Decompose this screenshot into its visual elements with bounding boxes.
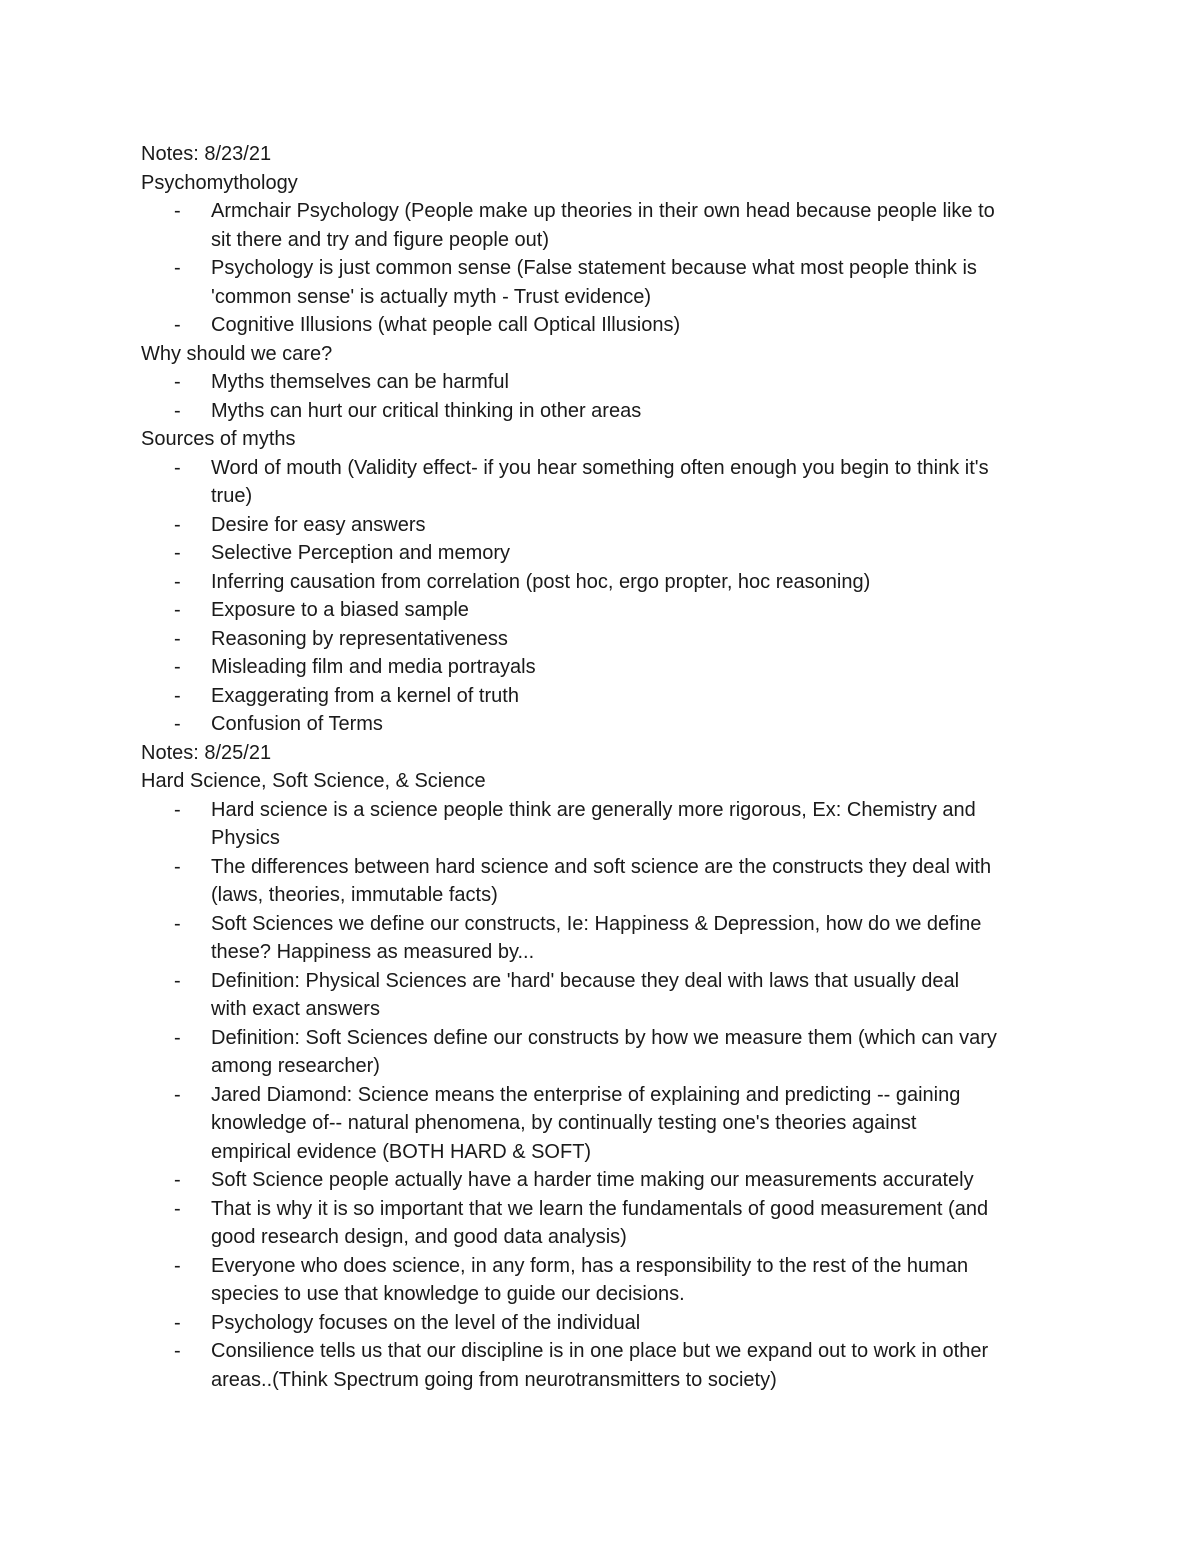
- bullet-item: [141, 1024, 1071, 1081]
- dash-marker-icon: -: [174, 1340, 181, 1362]
- section-heading: Notes: 8/25/21: [141, 741, 272, 764]
- bullet-text-line: Everyone who does science, in any form, has a responsibility to the rest of the human: [211, 1254, 969, 1277]
- dash-marker-icon: -: [174, 399, 181, 422]
- bullet-text-line: Exposure to a biased sample: [211, 599, 469, 621]
- bullet-text-line: Physics: [211, 827, 280, 849]
- dash-marker-icon: -: [174, 314, 181, 336]
- dash-marker-icon: -: [174, 1197, 181, 1220]
- bullet-list: [141, 368, 1071, 425]
- dash-marker-icon: -: [174, 656, 181, 678]
- bullet-text-line: Definition: Physical Sciences are 'hard' because they deal with laws that usually deal: [211, 969, 960, 992]
- bullet-item: [141, 454, 1071, 511]
- bullet-text-line: Word of mouth (Validity effect- if you hear something often enough you begin to think it's: [211, 456, 989, 479]
- bullet-text-line: Psychology focuses on the level of the individual: [211, 1311, 641, 1334]
- bullet-text-line: Selective Perception and memory: [211, 542, 511, 564]
- bullet-item: [141, 910, 1071, 967]
- dash-marker-icon: -: [174, 1026, 181, 1049]
- dash-marker-icon: -: [174, 1169, 181, 1191]
- bullet-text-line: Armchair Psychology (People make up theories in their own head because people like to: [211, 200, 995, 222]
- bullet-text-line: (laws, theories, immutable facts): [211, 884, 498, 906]
- dash-marker-icon: -: [174, 713, 181, 735]
- bullet-item: [141, 682, 1071, 711]
- bullet-item: [141, 311, 1071, 340]
- section-heading: Sources of myths: [141, 428, 296, 450]
- section-heading: Psychomythology: [141, 171, 298, 194]
- section-heading: Why should we care?: [141, 342, 333, 365]
- bullet-text-line: 'common sense' is actually myth - Trust evidence): [211, 285, 652, 308]
- bullet-text-line: Misleading film and media portrayals: [211, 656, 536, 678]
- bullet-text-line: with exact answers: [211, 998, 380, 1020]
- bullet-text-line: Jared Diamond: Science means the enterprise of explaining and predicting -- gaining: [211, 1083, 961, 1106]
- dash-marker-icon: -: [174, 200, 181, 222]
- bullet-text-line: Consilience tells us that our discipline is in one place but we expand out to work in other: [211, 1340, 989, 1362]
- bullet-item: [141, 1337, 1071, 1394]
- dash-marker-icon: -: [174, 912, 181, 935]
- dash-marker-icon: -: [174, 969, 181, 992]
- dash-marker-icon: -: [174, 257, 181, 279]
- bullet-item: [141, 653, 1071, 682]
- bullet-item: [141, 1252, 1071, 1309]
- bullet-text-line: Reasoning by representativeness: [211, 627, 508, 650]
- bullet-list: [141, 454, 1071, 739]
- bullet-list: [141, 796, 1071, 1395]
- bullet-list: [141, 197, 1071, 340]
- dash-marker-icon: -: [174, 684, 181, 707]
- bullet-text-line: Myths themselves can be harmful: [211, 371, 509, 393]
- dash-marker-icon: -: [174, 570, 181, 593]
- document-page: [141, 140, 1071, 1394]
- bullet-text-line: Soft Science people actually have a harder time making our measurements accurately: [211, 1169, 974, 1191]
- dash-marker-icon: -: [174, 1311, 181, 1334]
- bullet-text-line: these? Happiness as measured by...: [211, 941, 535, 963]
- bullet-text-line: among researcher): [211, 1055, 380, 1077]
- dash-marker-icon: -: [174, 1254, 181, 1277]
- dash-marker-icon: -: [174, 371, 181, 393]
- bullet-item: [141, 1166, 1071, 1195]
- bullet-text-line: Soft Sciences we define our constructs, Ie: Happiness & Depression, how do we define: [211, 912, 982, 935]
- bullet-text-line: Definition: Soft Sciences define our constructs by how we measure them (which can vary: [211, 1026, 997, 1049]
- section-heading: Notes: 8/23/21: [141, 143, 272, 165]
- bullet-text-line: empirical evidence (BOTH HARD & SOFT): [211, 1140, 592, 1163]
- bullet-item: [141, 1195, 1071, 1252]
- bullet-item: [141, 796, 1071, 853]
- bullet-text-line: species to use that knowledge to guide our decisions.: [211, 1283, 685, 1305]
- bullet-text-line: Hard science is a science people think are generally more rigorous, Ex: Chemistry and: [211, 798, 976, 821]
- bullet-item: [141, 197, 1071, 254]
- bullet-item: [141, 1309, 1071, 1338]
- dash-marker-icon: -: [174, 798, 181, 821]
- bullet-text-line: Inferring causation from correlation (post hoc, ergo propter, hoc reasoning): [211, 570, 871, 593]
- bullet-item: [141, 596, 1071, 625]
- bullet-text-line: Exaggerating from a kernel of truth: [211, 684, 519, 707]
- bullet-item: [141, 853, 1071, 910]
- bullet-item: [141, 710, 1071, 739]
- bullet-text-line: Desire for easy answers: [211, 513, 426, 536]
- bullet-text-line: good research design, and good data analysis): [211, 1226, 627, 1248]
- bullet-text-line: Confusion of Terms: [211, 713, 383, 735]
- bullet-text-line: areas..(Think Spectrum going from neurotransmitters to society): [211, 1368, 777, 1391]
- bullet-text-line: Psychology is just common sense (False statement because what most people think is: [211, 257, 977, 279]
- bullet-text-line: true): [211, 485, 253, 507]
- section-heading: Hard Science, Soft Science, & Science: [141, 770, 486, 792]
- bullet-item: [141, 511, 1071, 540]
- bullet-text-line: Myths can hurt our critical thinking in other areas: [211, 399, 642, 422]
- bullet-item: [141, 397, 1071, 426]
- dash-marker-icon: -: [174, 627, 181, 650]
- bullet-item: [141, 539, 1071, 568]
- bullet-text-line: The differences between hard science and soft science are the constructs they deal with: [211, 855, 992, 878]
- bullet-item: [141, 254, 1071, 311]
- bullet-text-line: That is why it is so important that we learn the fundamentals of good measurement (and: [211, 1197, 989, 1220]
- dash-marker-icon: -: [174, 855, 181, 878]
- bullet-text-line: sit there and try and figure people out): [211, 228, 549, 251]
- dash-marker-icon: -: [174, 542, 181, 564]
- bullet-item: [141, 967, 1071, 1024]
- dash-marker-icon: -: [174, 1083, 181, 1106]
- bullet-item: [141, 568, 1071, 597]
- dash-marker-icon: -: [174, 599, 181, 621]
- bullet-text-line: knowledge of-- natural phenomena, by continually testing one's theories against: [211, 1112, 917, 1134]
- dash-marker-icon: -: [174, 513, 181, 536]
- bullet-text-line: Cognitive Illusions (what people call Optical Illusions): [211, 314, 681, 336]
- bullet-item: [141, 625, 1071, 654]
- bullet-item: [141, 1081, 1071, 1167]
- bullet-item: [141, 368, 1071, 397]
- dash-marker-icon: -: [174, 456, 181, 479]
